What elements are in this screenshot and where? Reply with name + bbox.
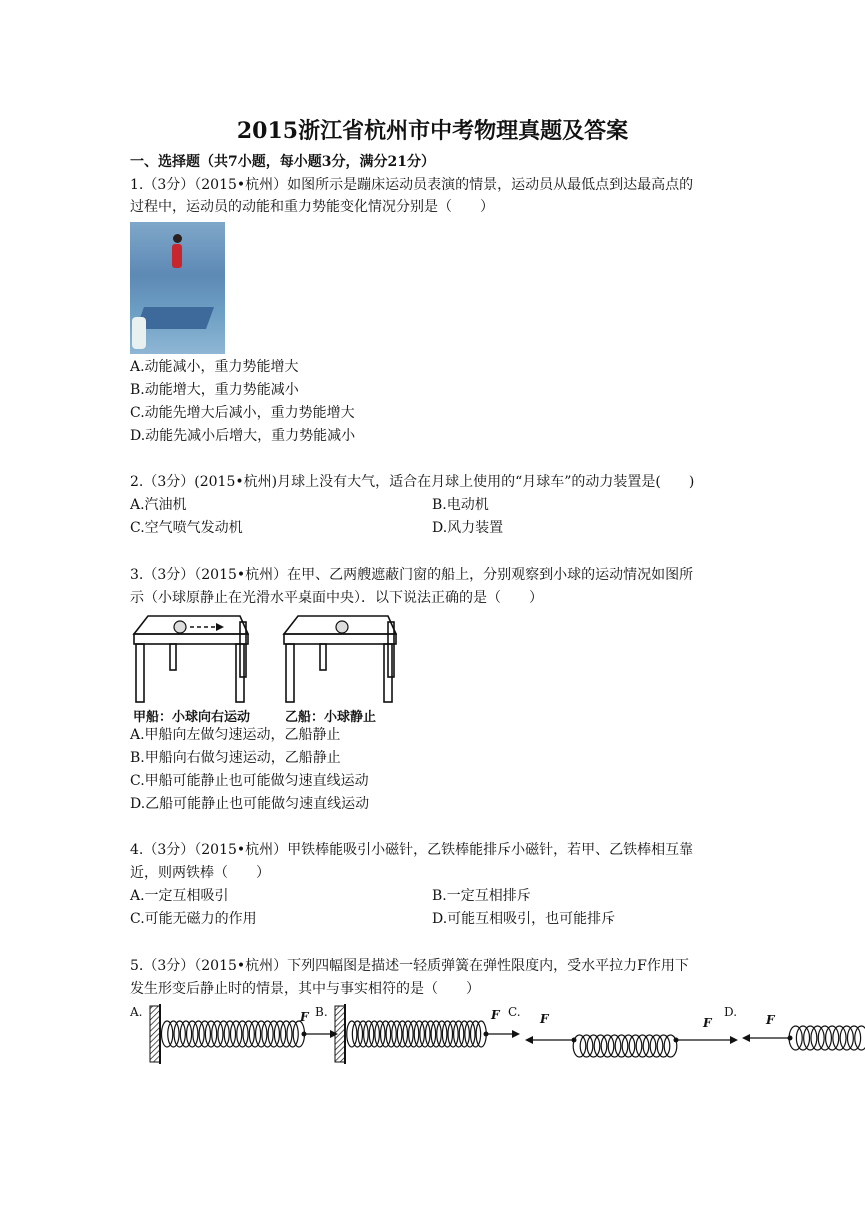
q3-option-d: D.乙船可能静止也可能做匀速直线运动 — [130, 796, 370, 812]
spring-coil — [594, 1035, 607, 1057]
q4-option-a: A.一定互相吸引 — [130, 888, 229, 904]
spring-coil — [161, 1021, 172, 1047]
q3-stem-line1: 3.（3分）（2015•杭州）在甲、乙两艘遮蔽门窗的船上，分别观察到小球的运动情况如图所 — [130, 567, 694, 583]
q5-label-a: A. — [130, 1005, 143, 1019]
spring-coil — [811, 1026, 824, 1050]
ship-jia-caption: 甲船：小球向右运动 — [133, 710, 251, 725]
q4-option-c: C.可能无磁力的作用 — [130, 911, 257, 927]
q3-option-b: B.甲船向右做匀速运动，乙船静止 — [130, 750, 341, 766]
q1-option-b: B.动能增大，重力势能减小 — [130, 382, 299, 398]
spring-coil — [224, 1021, 235, 1047]
spring-coil — [608, 1035, 621, 1057]
spring-coil — [847, 1026, 860, 1050]
q1-stem-line1: 1.（3分）（2015•杭州）如图所示是蹦床运动员表演的情景，运动员从最低点到达最高点的 — [130, 177, 694, 193]
spring-coil — [205, 1021, 216, 1047]
spring-coil — [855, 1026, 865, 1050]
spring-coil — [193, 1021, 204, 1047]
q5-stem-line2: 发生形变后静止时的情景，其中与事实相符的是（ ） — [130, 981, 480, 997]
spring-coil — [199, 1021, 210, 1047]
trampoline-photo — [130, 222, 225, 354]
spring-coil — [580, 1035, 593, 1057]
spring-coil — [657, 1035, 670, 1057]
q5-stem-line1: 5.（3分）（2015•杭州）下列四幅图是描述一轻质弹簧在弹性限度内，受水平拉力F作用下 — [130, 958, 689, 974]
q3-option-c: C.甲船可能静止也可能做匀速直线运动 — [130, 773, 369, 789]
q2-option-a: A.汽油机 — [130, 497, 187, 513]
spring-coil — [237, 1021, 248, 1047]
spring-coil — [218, 1021, 229, 1047]
q1-option-c: C.动能先增大后减小，重力势能增大 — [130, 405, 355, 421]
spring-coil — [281, 1021, 292, 1047]
q2-stem: 2.（3分）(2015•杭州)月球上没有大气，适合在月球上使用的“月球车”的动力装置是( ) — [130, 474, 695, 490]
spring-coil — [256, 1021, 267, 1047]
spring-coil — [174, 1021, 185, 1047]
spring-coil — [249, 1021, 260, 1047]
tables-figure — [130, 612, 420, 704]
q5-label-d: D. — [724, 1005, 738, 1019]
q1-stem-line2: 过程中，运动员的动能和重力势能变化情况分别是（ ） — [130, 199, 494, 215]
ship-yi-caption: 乙船：小球静止 — [285, 710, 377, 725]
spring-coil — [274, 1021, 285, 1047]
spring-coil — [262, 1021, 273, 1047]
q2-option-d: D.风力装置 — [432, 520, 504, 536]
spring-b-force-label: F — [491, 1008, 500, 1022]
spring-c-force-left-label: F — [540, 1012, 549, 1026]
section-heading: 一、选择题（共7小题，每小题3分，满分21分） — [130, 154, 435, 170]
spring-coil — [230, 1021, 241, 1047]
page-title: 2015浙江省杭州市中考物理真题及答案 — [236, 118, 629, 144]
spring-c-force-right-label: F — [703, 1016, 712, 1030]
q4-option-b: B.一定互相排斥 — [432, 888, 531, 904]
spring-coil — [212, 1021, 223, 1047]
spring-a-force-label: F — [300, 1010, 309, 1024]
q2-option-b: B.电动机 — [432, 497, 489, 513]
spring-coil — [615, 1035, 628, 1057]
spring-coil — [180, 1021, 191, 1047]
springs-figure — [130, 1000, 865, 1070]
spring-coil — [287, 1021, 298, 1047]
spring-coil — [168, 1021, 179, 1047]
spring-coil — [587, 1035, 600, 1057]
spring-coil — [818, 1026, 831, 1050]
spring-coil — [650, 1035, 663, 1057]
spring-d-force-label: F — [766, 1013, 775, 1027]
spring-coil — [243, 1021, 254, 1047]
spring-coil — [796, 1026, 809, 1050]
q3-option-a: A.甲船向左做匀速运动，乙船静止 — [130, 727, 341, 743]
spring-coil — [826, 1026, 839, 1050]
spring-coil — [187, 1021, 198, 1047]
q4-stem-line1: 4.（3分）（2015•杭州）甲铁棒能吸引小磁针，乙铁棒能排斥小磁针，若甲、乙铁棒相互靠 — [130, 842, 694, 858]
q1-option-a: A.动能减小，重力势能增大 — [130, 359, 299, 375]
q1-option-d: D.动能先减小后增大，重力势能减小 — [130, 428, 356, 444]
spring-coil — [629, 1035, 642, 1057]
spring-coil — [636, 1035, 649, 1057]
spring-coil — [833, 1026, 846, 1050]
q5-label-b: B. — [315, 1005, 328, 1019]
spring-coil — [573, 1035, 586, 1057]
spring-coil — [268, 1021, 279, 1047]
spring-coil — [622, 1035, 635, 1057]
q2-option-c: C.空气喷气发动机 — [130, 520, 243, 536]
q4-option-d: D.可能互相吸引，也可能排斥 — [432, 911, 616, 927]
q4-stem-line2: 近，则两铁棒（ ） — [130, 865, 270, 881]
spring-coil — [643, 1035, 656, 1057]
spring-coil — [840, 1026, 853, 1050]
q5-label-c: C. — [508, 1005, 521, 1019]
spring-coil — [601, 1035, 614, 1057]
spring-coil — [804, 1026, 817, 1050]
q3-stem-line2: 示（小球原静止在光滑水平桌面中央）．以下说法正确的是（ ） — [130, 590, 543, 606]
